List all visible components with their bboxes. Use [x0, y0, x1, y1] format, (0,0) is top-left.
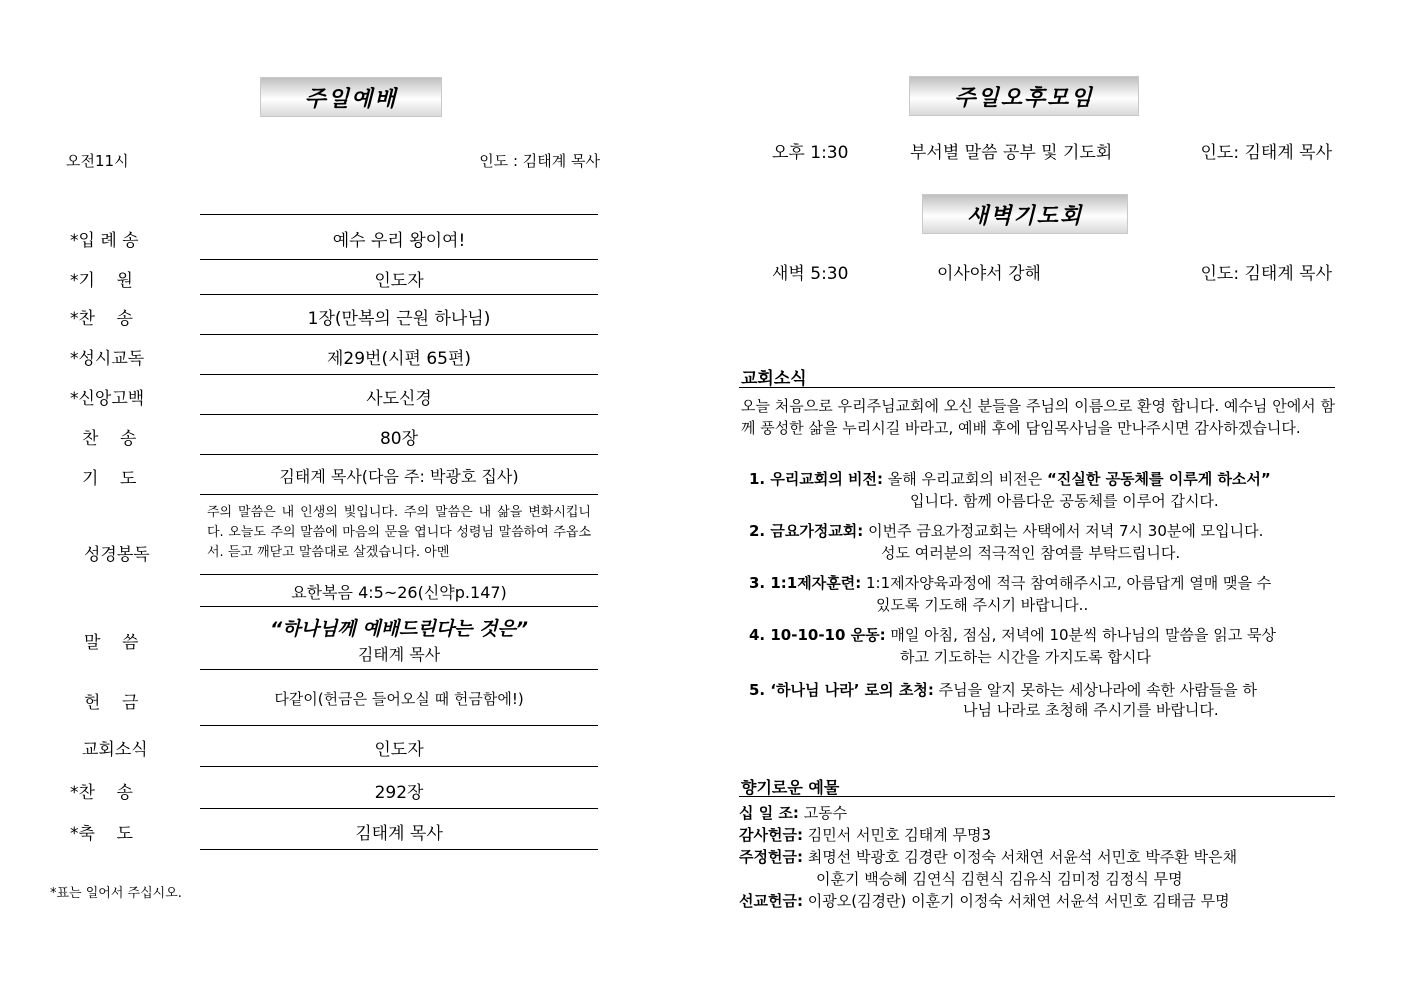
worship-banner-title: 주일예배	[304, 86, 398, 112]
divider	[200, 669, 598, 670]
divider	[200, 494, 598, 495]
offering-row	[739, 802, 1339, 824]
news-item-text: 올해 우리교회의 비전은	[887, 470, 1048, 488]
divider	[200, 374, 598, 375]
news-item-text: 매일 아침, 점심, 저녁에 10분씩 하나님의 말씀을 읽고 묵상	[890, 626, 1276, 644]
news-item-cont: 성도 여러분의 적극적인 참여를 부탁드립니다.	[881, 544, 1181, 562]
offering-row	[739, 890, 1339, 912]
sermon-preacher: 김태계 목사	[357, 645, 441, 664]
offering-names: 최명선 박광호 김경란 이정숙 서채연 서윤석 서민호 박주환 박은채	[807, 848, 1238, 866]
divider	[200, 766, 598, 767]
news-item	[749, 572, 1339, 594]
afternoon-desc: 부서별 말씀 공부 및 기도회	[910, 143, 1113, 163]
news-item-title: 4. 10-10-10 운동:	[749, 626, 886, 644]
news-item-title: 3. 1:1제자훈련:	[749, 574, 862, 592]
divider	[200, 574, 598, 575]
standing-note: *표는 일어서 주십시오.	[50, 886, 182, 901]
order-value: 80장	[379, 429, 419, 449]
news-item-cont: 있도록 기도해 주시기 바랍니다..	[876, 596, 1089, 614]
news-item-text: 이번주 금요가정교회는 사택에서 저녁 7시 30분에 모입니다.	[868, 522, 1264, 540]
news-item-title: 5. ‘하나님 나라’ 로의 초청:	[749, 681, 934, 699]
news-item	[749, 679, 1339, 701]
dawn-banner	[922, 194, 1128, 234]
offering-label: 십 일 조:	[739, 804, 799, 822]
order-value: 인도자	[374, 740, 424, 760]
sermon-label: 말 씀	[84, 633, 139, 653]
divider	[200, 214, 598, 215]
order-value: 1장(만복의 근원 하나님)	[307, 309, 491, 329]
news-item-title: 1. 우리교회의 비전:	[749, 470, 884, 488]
news-item-title: 2. 금요가정교회:	[749, 522, 864, 540]
order-value: 인도자	[374, 271, 424, 291]
divider	[200, 334, 598, 335]
order-label: *신앙고백	[70, 389, 145, 409]
offering-names: 고동수	[803, 804, 848, 822]
divider	[200, 808, 598, 809]
reading-passage: 요한복음 4:5~26(신약p.147)	[291, 583, 507, 602]
afternoon-time: 오후 1:30	[772, 143, 849, 163]
offering-names: 김민서 서민호 김태계 무명3	[807, 826, 991, 844]
dawn-leader: 인도: 김태계 목사	[1200, 264, 1332, 284]
divider	[200, 454, 598, 455]
news-item	[749, 520, 1339, 542]
divider	[200, 259, 598, 260]
order-value: 김태계 목사(다음 주: 박광호 집사)	[279, 467, 519, 486]
divider	[200, 606, 598, 607]
divider	[200, 849, 598, 850]
news-item	[749, 624, 1339, 646]
offering-names: 이광오(김경란) 이훈기 이정숙 서채연 서윤석 서민호 김태금 무명	[807, 892, 1230, 910]
afternoon-banner-title: 주일오후모임	[954, 85, 1094, 111]
divider	[739, 796, 1335, 797]
order-value: 292장	[374, 783, 424, 803]
order-value: 예수 우리 왕이여!	[332, 231, 466, 251]
order-value: 사도신경	[366, 389, 432, 409]
offerings-heading: 향기로운 예물	[741, 778, 840, 797]
offering-label: 감사헌금:	[739, 826, 803, 844]
news-item-cont: 하고 기도하는 시간을 가지도록 합시다	[900, 648, 1151, 666]
order-label: *기 원	[70, 271, 133, 291]
news-item-text: 주님을 알지 못하는 세상나라에 속한 사람들을 하	[938, 681, 1258, 699]
order-label: 기 도	[82, 469, 137, 489]
order-value: 제29번(시편 65편)	[326, 349, 472, 369]
order-label: 찬 송	[82, 429, 137, 449]
reading-prayer: 주의 말씀은 내 인생의 빛입니다. 주의 말씀은 내 삶을 변화시킵니다. 오늘도 주의 말씀에 마음의 문을 엽니다 성령님 말씀하여 주옵소서. 듣고 깨닫고 말씀대로 살겠습니다. 아멘	[207, 505, 591, 560]
divider	[200, 414, 598, 415]
news-item-text: 1:1제자양육과정에 적극 참여해주시고, 아름답게 열매 맺을 수	[865, 574, 1272, 592]
offering-label: 헌 금	[84, 693, 139, 713]
worship-time: 오전11시	[66, 152, 129, 170]
divider	[739, 387, 1335, 388]
news-heading: 교회소식	[741, 369, 807, 389]
offering-value: 다같이(헌금은 들어오실 때 헌금함에!)	[274, 690, 524, 708]
order-label: *찬 송	[70, 783, 133, 803]
order-label: 교회소식	[82, 740, 148, 760]
news-item	[749, 468, 1339, 490]
news-intro: 오늘 처음으로 우리주님교회에 오신 분들을 주님의 이름으로 환영 합니다. 예수님 안에서 함께 풍성한 삶을 누리시길 바라고, 예배 후에 담임목사님을 만나주시면 감사하겠습니다.	[741, 397, 1335, 437]
afternoon-leader: 인도: 김태계 목사	[1200, 143, 1332, 163]
dawn-banner-title: 새벽기도회	[966, 203, 1084, 229]
divider	[200, 294, 598, 295]
dawn-desc: 이사야서 강해	[937, 264, 1041, 284]
offering-label: 선교헌금:	[739, 892, 803, 910]
divider	[200, 725, 598, 726]
order-value: 김태계 목사	[355, 824, 443, 844]
afternoon-banner	[909, 76, 1139, 116]
order-label: *입 례 송	[70, 231, 139, 251]
news-item-cont: 나님 나라로 초청해 주시기를 바랍니다.	[963, 701, 1219, 719]
dawn-time: 새벽 5:30	[772, 264, 849, 284]
order-label: *성시교독	[70, 349, 145, 369]
offering-names-cont: 이훈기 백승혜 김연식 김현식 김유식 김미정 김정식 무명	[816, 870, 1183, 888]
order-label: *축 도	[70, 824, 133, 844]
worship-banner	[260, 77, 442, 117]
reading-label: 성경봉독	[84, 545, 150, 565]
offering-row	[739, 824, 1339, 846]
offering-label: 주정헌금:	[739, 848, 803, 866]
sermon-title: “하나님께 예배드린다는 것은”	[270, 618, 528, 640]
order-label: *찬 송	[70, 309, 133, 329]
offering-row	[739, 846, 1339, 868]
worship-leader: 인도 : 김태계 목사	[479, 152, 600, 170]
vision-text: “진실한 공동체를 이루게 하소서”	[1047, 470, 1271, 488]
news-item-cont: 입니다. 함께 아름다운 공동체를 이루어 갑시다.	[910, 492, 1219, 510]
